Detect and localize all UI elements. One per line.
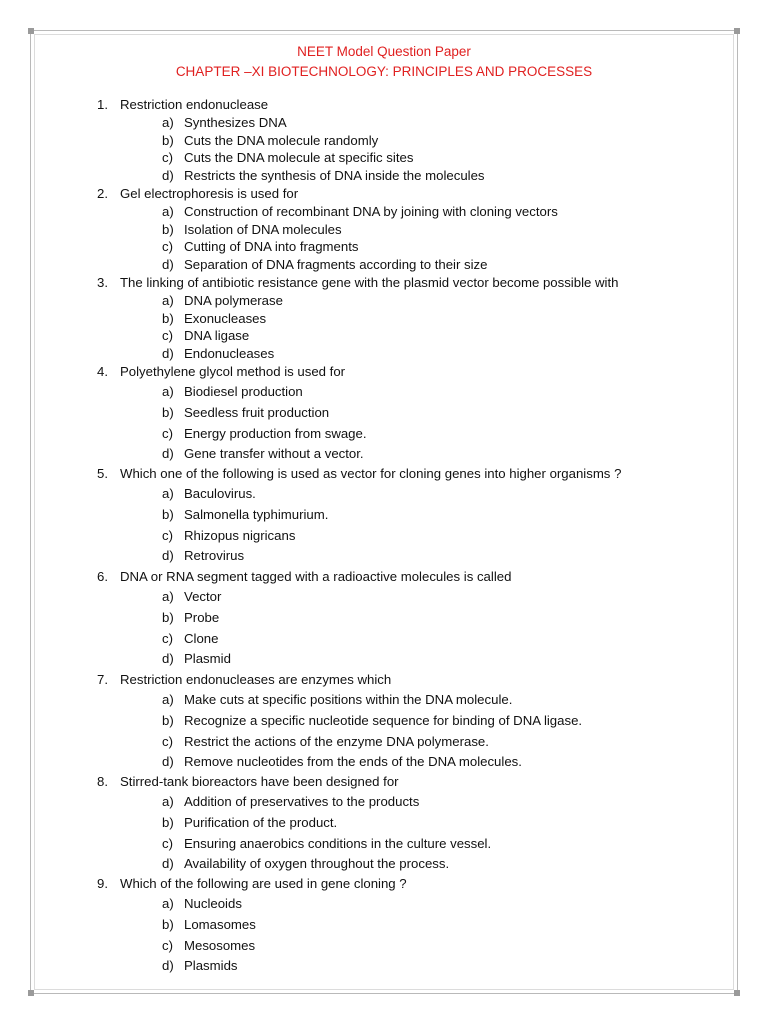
option-text: Exonucleases [184, 311, 267, 326]
option-text: Rhizopus nigricans [184, 528, 296, 543]
question-text: DNA or RNA segment tagged with a radioactive molecules is called [120, 569, 512, 584]
option-letter: b) [162, 311, 174, 326]
option-letter: b) [162, 133, 174, 148]
option-letter: c) [162, 734, 173, 749]
option-letter: a) [162, 293, 174, 308]
question-number: 4. [97, 364, 108, 379]
question-text: Gel electrophoresis is used for [120, 186, 299, 201]
option-letter: a) [162, 486, 174, 501]
option-text: Separation of DNA fragments according to their size [184, 257, 488, 272]
question-number: 9. [97, 876, 108, 891]
question-number: 3. [97, 275, 108, 290]
option-letter: c) [162, 239, 173, 254]
option-letter: a) [162, 692, 174, 707]
question-text: Restriction endonuclease [120, 97, 269, 112]
option-text: Plasmid [184, 651, 231, 666]
option-letter: c) [162, 938, 173, 953]
option-text: Gene transfer without a vector. [184, 446, 364, 461]
option-text: Purification of the product. [184, 815, 338, 830]
option-text: Retrovirus [184, 548, 245, 563]
chapter-subtitle: CHAPTER –XI BIOTECHNOLOGY: PRINCIPLES AND PROCESSES [175, 64, 593, 79]
option-text: Seedless fruit production [184, 405, 330, 420]
option-text: Plasmids [184, 958, 238, 973]
option-letter: b) [162, 610, 174, 625]
option-text: DNA polymerase [184, 293, 283, 308]
option-text: Isolation of DNA molecules [184, 222, 342, 237]
option-text: Availability of oxygen throughout the process. [184, 856, 450, 871]
option-text: Lomasomes [184, 917, 256, 932]
option-text: Baculovirus. [184, 486, 256, 501]
option-letter: d) [162, 446, 174, 461]
question-number: 1. [97, 97, 108, 112]
option-text: Cutting of DNA into fragments [184, 239, 359, 254]
option-text: Remove nucleotides from the ends of the DNA molecules. [184, 754, 522, 769]
option-letter: d) [162, 257, 174, 272]
question-number: 8. [97, 774, 108, 789]
option-text: Cuts the DNA molecule randomly [184, 133, 379, 148]
option-letter: c) [162, 528, 173, 543]
option-letter: a) [162, 384, 174, 399]
option-letter: b) [162, 222, 174, 237]
page-title: NEET Model Question Paper [297, 44, 471, 59]
option-letter: b) [162, 405, 174, 420]
option-text: Restricts the synthesis of DNA inside the molecules [184, 168, 485, 183]
option-letter: d) [162, 856, 174, 871]
option-letter: b) [162, 713, 174, 728]
option-text: Synthesizes DNA [184, 115, 287, 130]
option-letter: a) [162, 794, 174, 809]
option-text: Salmonella typhimurium. [184, 507, 329, 522]
option-text: Biodiesel production [184, 384, 303, 399]
option-letter: a) [162, 589, 174, 604]
option-text: Probe [184, 610, 220, 625]
option-text: Cuts the DNA molecule at specific sites [184, 150, 414, 165]
option-letter: b) [162, 507, 174, 522]
option-text: Make cuts at specific positions within the DNA molecule. [184, 692, 513, 707]
question-number: 2. [97, 186, 108, 201]
option-letter: c) [162, 631, 173, 646]
option-letter: d) [162, 548, 174, 563]
option-letter: d) [162, 168, 174, 183]
option-letter: d) [162, 651, 174, 666]
question-text: Polyethylene glycol method is used for [120, 364, 346, 379]
question-text: Which one of the following is used as vector for cloning genes into higher organisms ? [120, 466, 622, 481]
question-number: 7. [97, 672, 108, 687]
option-text: Vector [184, 589, 222, 604]
option-text: Endonucleases [184, 346, 275, 361]
option-text: Energy production from swage. [184, 426, 367, 441]
option-letter: d) [162, 754, 174, 769]
option-text: DNA ligase [184, 328, 250, 343]
option-letter: c) [162, 328, 173, 343]
option-text: Recognize a specific nucleotide sequence for binding of DNA ligase. [184, 713, 583, 728]
question-text: The linking of antibiotic resistance gene with the plasmid vector become possible with [120, 275, 619, 290]
option-letter: d) [162, 346, 174, 361]
option-text: Construction of recombinant DNA by joining with cloning vectors [184, 204, 558, 219]
option-letter: a) [162, 204, 174, 219]
option-letter: b) [162, 815, 174, 830]
question-text: Stirred-tank bioreactors have been designed for [120, 774, 399, 789]
question-number: 5. [97, 466, 108, 481]
option-text: Ensuring anaerobics conditions in the culture vessel. [184, 836, 492, 851]
option-letter: a) [162, 115, 174, 130]
option-text: Restrict the actions of the enzyme DNA polymerase. [184, 734, 489, 749]
question-text: Which of the following are used in gene cloning ? [120, 876, 407, 891]
option-letter: d) [162, 958, 174, 973]
option-letter: c) [162, 426, 173, 441]
option-text: Addition of preservatives to the products [184, 794, 420, 809]
question-number: 6. [97, 569, 108, 584]
option-letter: a) [162, 896, 174, 911]
question-text: Restriction endonucleases are enzymes which [120, 672, 392, 687]
option-letter: c) [162, 150, 173, 165]
option-text: Nucleoids [184, 896, 242, 911]
option-text: Mesosomes [184, 938, 256, 953]
option-text: Clone [184, 631, 219, 646]
option-letter: b) [162, 917, 174, 932]
option-letter: c) [162, 836, 173, 851]
